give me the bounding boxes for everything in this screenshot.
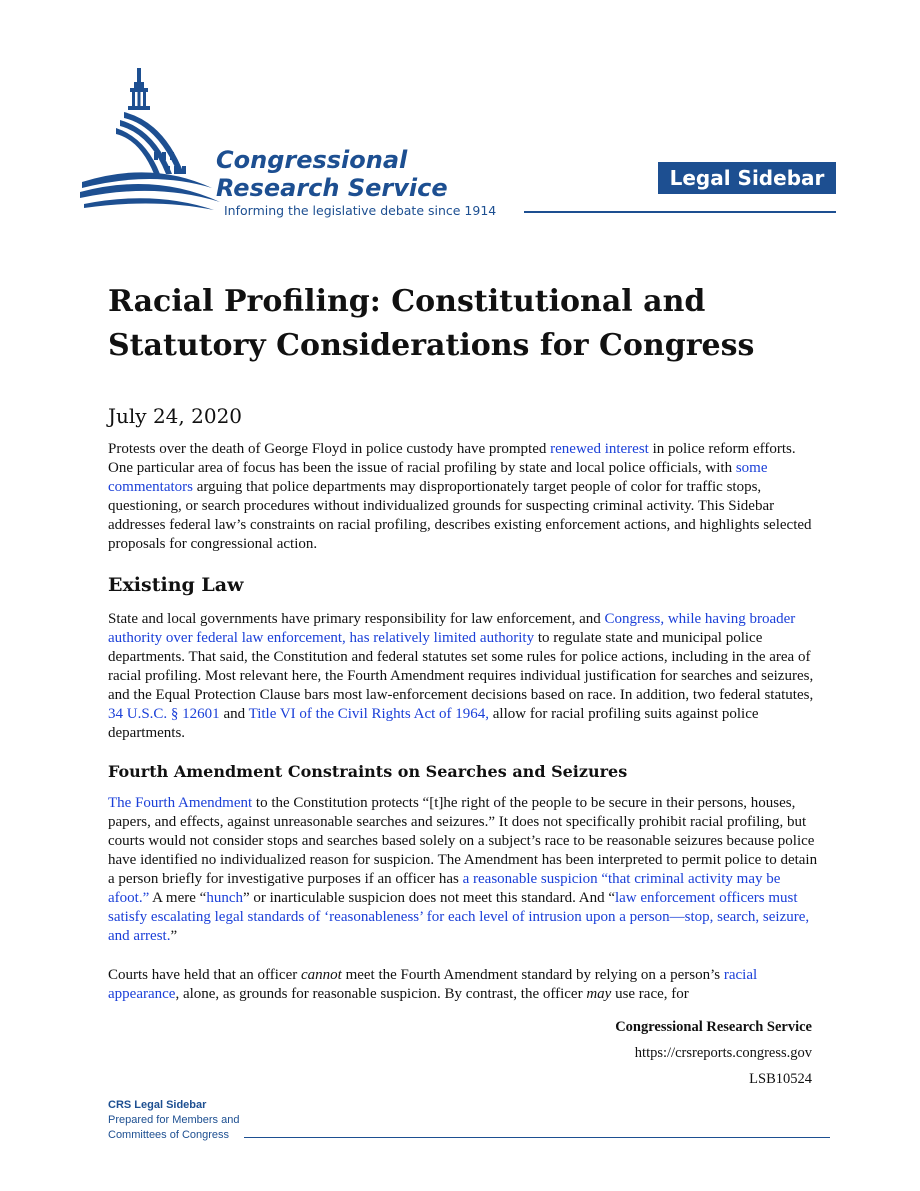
footer-committees-line: Committees of Congress xyxy=(108,1129,230,1141)
link-fourth-amendment[interactable]: The Fourth Amendment xyxy=(108,795,253,811)
link-congress-authority[interactable]: Congress, while having broader authority over federal law enforcement, has relatively limited authority xyxy=(108,611,796,646)
crs-wordmark xyxy=(216,146,448,202)
footer-series-name: CRS Legal Sidebar xyxy=(108,1099,207,1111)
section-heading-fourth-amendment: Fourth Amendment Constraints on Searches and Seizures xyxy=(108,762,628,781)
footer-left xyxy=(108,1098,239,1143)
footer-prepared-line: Prepared for Members and xyxy=(108,1114,240,1126)
org-line-2: Research Service xyxy=(216,174,448,202)
link-34-usc-12601[interactable]: 34 U.S.C. § 12601 xyxy=(108,706,220,722)
fourth-amendment-paragraph: The Fourth Amendment to the Constitution protects “[t]he right of the people to be secure in their persons, houses, papers, and effects, against unreasonable searches and seizures.” It does not specifically prohibit racial profiling, but courts would not consider stops and searches based solely on a subject’s race to be reasonable seizures because police have identified no individualized reason for suspicion. The Amendment has been interpreted to permit police to detain a person briefly for investigative purposes if an officer has a reasonable suspicion “that criminal activity may be afoot.” A mere “hunch” or inarticulable suspicion does not meet this standard. And “law enforcement officers must satisfy escalating legal standards of ‘reasonableness’ for each level of intrusion upon a person—stop, search, seizure, and arrest.” xyxy=(108,795,818,944)
footer-right xyxy=(615,1014,812,1092)
publication-date: July 24, 2020 xyxy=(108,404,243,428)
intro-paragraph: Protests over the death of George Floyd in police custody have prompted renewed interest in police reform efforts. One particular area of focus has been the issue of racial profiling by state and local police officials, with some commentators arguing that police departments may disproportionately target people of color for traffic stops, questioning, or search procedures without individualized grounds for suspecting criminal activity. This Sidebar addresses federal law’s constraints on racial profiling, describes existing enforcement actions, and highlights selected proposals for congressional action. xyxy=(108,441,812,552)
page-title: Racial Profiling: Constitutional and Statutory Considerations for Congress xyxy=(108,284,755,363)
link-hunch[interactable]: hunch xyxy=(206,890,243,906)
org-line-1: Congressional xyxy=(216,146,408,174)
tagline: Informing the legislative debate since 1914 xyxy=(224,203,497,218)
crs-capitol-dome-logo xyxy=(80,64,230,214)
link-title-vi[interactable]: Title VI of the Civil Rights Act of 1964, xyxy=(248,706,490,722)
header-divider xyxy=(524,211,836,213)
link-reasonable-suspicion[interactable]: a reasonable suspicion “that criminal activity may be afoot.” xyxy=(108,871,781,906)
courts-paragraph: Courts have held that an officer cannot meet the Fourth Amendment standard by relying on a person’s racial appearance, alone, as grounds for reasonable suspicion. By contrast, the officer may use race, for xyxy=(108,967,758,1002)
section-heading-existing-law: Existing Law xyxy=(108,574,244,596)
link-some-commentators[interactable]: some commentators xyxy=(108,460,768,495)
footer-divider xyxy=(244,1137,830,1138)
footer-report-id: LSB10524 xyxy=(749,1071,812,1087)
legal-sidebar-badge: Legal Sidebar xyxy=(658,162,836,194)
footer-crs-name: Congressional Research Service xyxy=(615,1019,812,1035)
existing-law-paragraph: State and local governments have primary responsibility for law enforcement, and Congress, while having broader authority over federal law enforcement, has relatively limited authority to regulate state and municipal police departments. That said, the Constitution and federal statutes set some rules for police actions, including in the area of racial profiling. Most relevant here, the Fourth Amendment requires individual justification for searches and seizures, and the Equal Protection Clause bars most law-enforcement decisions based on race. In addition, two federal statutes, 34 U.S.C. § 12601 and Title VI of the Civil Rights Act of 1964, allow for racial profiling suits against police departments. xyxy=(108,611,814,741)
link-renewed-interest[interactable]: renewed interest xyxy=(550,441,649,457)
link-racial-appearance[interactable]: racial appearance xyxy=(108,967,758,1002)
link-escalating-standards[interactable]: law enforcement officers must satisfy escalating legal standards of ‘reasonableness’ for each level of intrusion upon a person—stop, search, seizure, and arrest. xyxy=(108,890,810,944)
footer-url[interactable]: https://crsreports.congress.gov xyxy=(634,1045,812,1061)
